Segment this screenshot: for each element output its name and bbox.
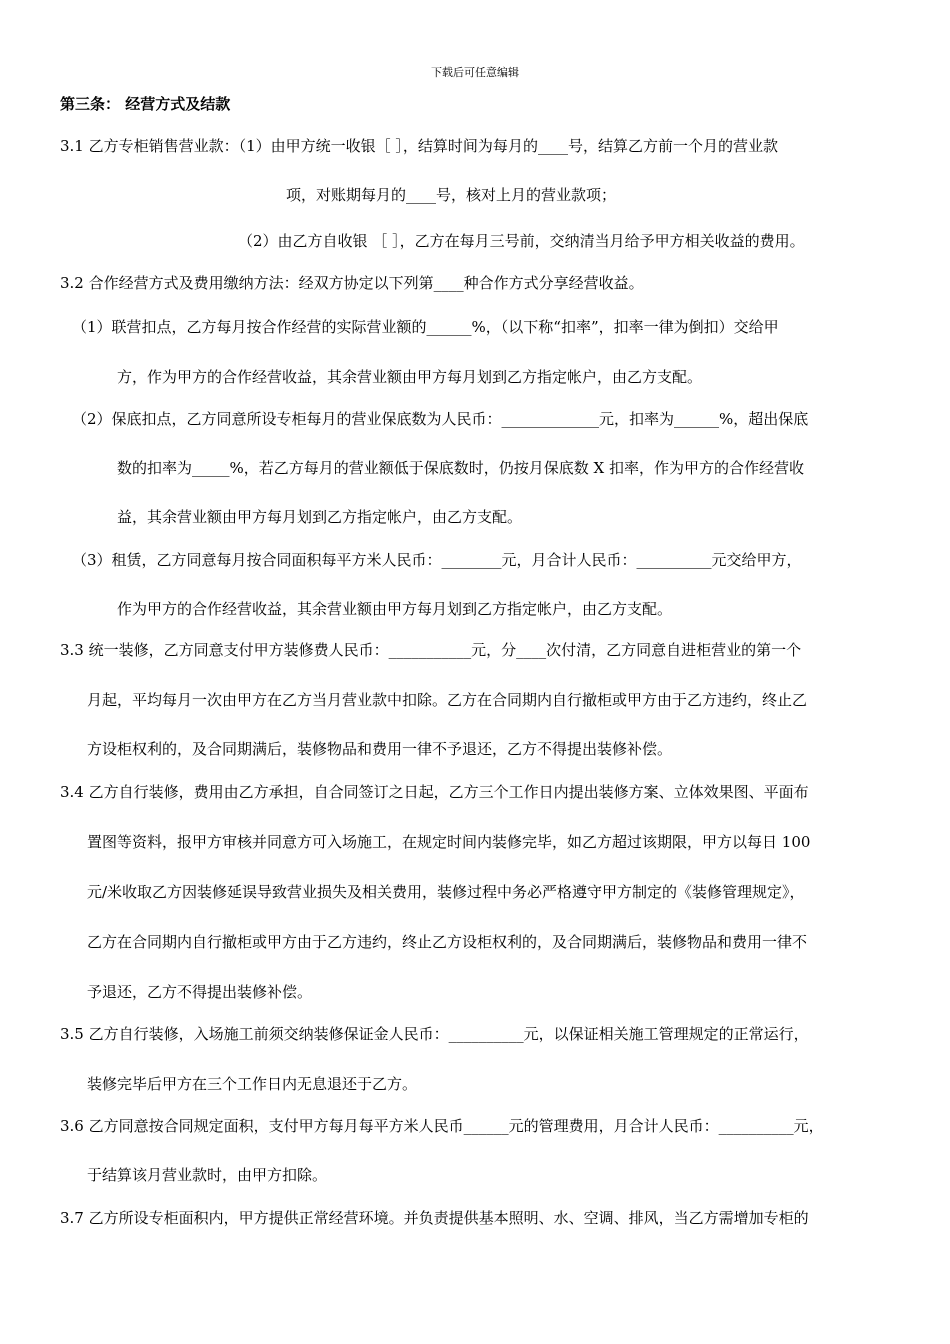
clause-3-2-line-1: 3.2 合作经营方式及费用缴纳方法：经双方协定以下列第____种合作方式分享经营收益。 bbox=[60, 274, 644, 292]
section-title: 第三条： 经营方式及结款 bbox=[60, 95, 231, 113]
clause-3-4-line-4: 乙方在合同期内自行撤柜或甲方由于乙方违约，终止乙方设柜权利的，及合同期满后，装修物品和费用一律不 bbox=[87, 933, 808, 951]
header-note: 下载后可任意编辑 bbox=[431, 66, 519, 79]
clause-3-2-1-line-2: 方，作为甲方的合作经营收益，其余营业额由甲方每月划到乙方指定帐户，由乙方支配。 bbox=[117, 368, 703, 386]
clause-3-3-line-3: 方设柜权利的，及合同期满后，装修物品和费用一律不予退还，乙方不得提出装修补偿。 bbox=[87, 740, 673, 758]
clause-3-1-line-3: （2）由乙方自收银 ［ ］，乙方在每月三号前，交纳清当月给予甲方相关收益的费用。 bbox=[238, 232, 805, 250]
clause-3-4-line-2: 置图等资料，报甲方审核并同意方可入场施工，在规定时间内装修完毕，如乙方超过该期限，甲方以每日 100 bbox=[87, 833, 811, 851]
clause-3-6-line-1: 3.6 乙方同意按合同规定面积，支付甲方每月每平方米人民币______元的管理费用，月合计人民币：__________元， bbox=[60, 1117, 824, 1135]
clause-3-4-line-3: 元/米收取乙方因装修延误导致营业损失及相关费用，装修过程中务必严格遵守甲方制定的《装修管理规定》， bbox=[87, 883, 805, 901]
clause-3-7-line-1: 3.7 乙方所设专柜面积内，甲方提供正常经营环境。并负责提供基本照明、水、空调、排风，当乙方需增加专柜的 bbox=[60, 1209, 809, 1227]
clause-3-2-3-line-2: 作为甲方的合作经营收益，其余营业额由甲方每月划到乙方指定帐户，由乙方支配。 bbox=[117, 600, 673, 618]
clause-3-2-3-line-1: （3）租赁，乙方同意每月按合同面积每平方米人民币：________元，月合计人民币：__________元交给甲方， bbox=[72, 551, 802, 569]
clause-3-3-line-1: 3.3 统一装修，乙方同意支付甲方装修费人民币：___________元，分____次付清，乙方同意自进柜营业的第一个 bbox=[60, 641, 802, 659]
clause-3-2-2-line-3: 益，其余营业额由甲方每月划到乙方指定帐户，由乙方支配。 bbox=[117, 508, 523, 526]
clause-3-4-line-5: 予退还，乙方不得提出装修补偿。 bbox=[87, 983, 313, 1001]
clause-3-5-line-1: 3.5 乙方自行装修，入场施工前须交纳装修保证金人民币：__________元，以保证相关施工管理规定的正常运行， bbox=[60, 1025, 809, 1043]
clause-3-1-line-1: 3.1 乙方专柜销售营业款：（1）由甲方统一收银［ ］，结算时间为每月的____号，结算乙方前一个月的营业款 bbox=[60, 137, 778, 155]
clause-3-2-2-line-2: 数的扣率为_____%，若乙方每月的营业额低于保底数时，仍按月保底数 X 扣率，作为甲方的合作经营收 bbox=[117, 459, 804, 477]
clause-3-3-line-2: 月起，平均每月一次由甲方在乙方当月营业款中扣除。乙方在合同期内自行撤柜或甲方由于乙方违约，终止乙 bbox=[87, 691, 808, 709]
clause-3-2-1-line-1: （1）联营扣点，乙方每月按合作经营的实际营业额的______%，（以下称“扣率”，扣率一律为倒扣）交给甲 bbox=[72, 318, 779, 336]
clause-3-4-line-1: 3.4 乙方自行装修，费用由乙方承担，自合同签订之日起，乙方三个工作日内提出装修方案、立体效果图、平面布 bbox=[60, 783, 809, 801]
clause-3-2-2-line-1: （2）保底扣点，乙方同意所设专柜每月的营业保底数为人民币：_____________元，扣率为______%，超出保底 bbox=[72, 410, 809, 428]
clause-3-5-line-2: 装修完毕后甲方在三个工作日内无息退还于乙方。 bbox=[87, 1075, 418, 1093]
clause-3-6-line-2: 于结算该月营业款时，由甲方扣除。 bbox=[87, 1166, 328, 1184]
clause-3-1-line-2: 项，对账期每月的____号，核对上月的营业款项； bbox=[286, 186, 617, 204]
